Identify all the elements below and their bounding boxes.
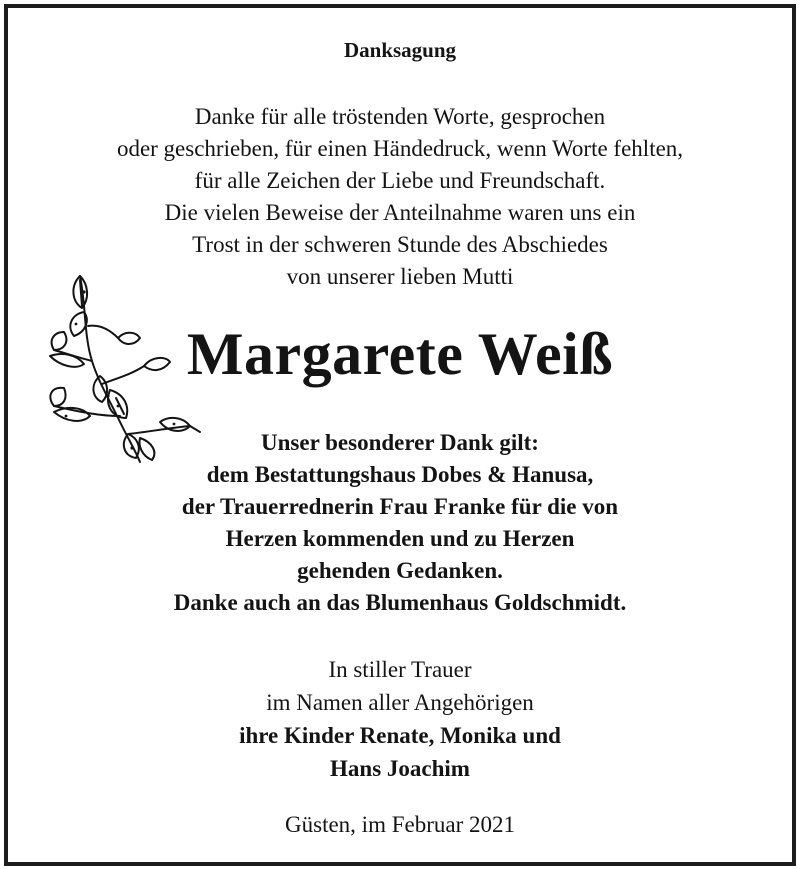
deceased-name: Margarete Weiß xyxy=(186,321,614,387)
obituary-frame xyxy=(4,4,796,866)
closing-line: im Namen aller Angehörigen xyxy=(266,690,534,715)
closing-text xyxy=(8,653,792,785)
intro-line: Trost in der schweren Stunde des Abschiedes xyxy=(192,232,608,257)
signers-line: Hans Joachim xyxy=(330,756,470,781)
signers-line: ihre Kinder Renate, Monika und xyxy=(239,723,561,748)
thanks-line: Herzen kommenden und zu Herzen xyxy=(225,526,575,551)
intro-line: oder geschrieben, für einen Händedruck, wenn Worte fehlten, xyxy=(116,136,684,161)
intro-line: für alle Zeichen der Liebe und Freundschaft. xyxy=(194,168,606,193)
intro-line: von unserer lieben Mutti xyxy=(286,264,514,289)
thanks-line: gehenden Gedanken. xyxy=(297,558,503,583)
thanks-line: der Trauerrednerin Frau Franke für die von xyxy=(181,494,619,519)
intro-line: Danke für alle tröstenden Worte, gesprochen xyxy=(194,104,606,129)
thanks-line: Danke auch an das Blumenhaus Goldschmidt. xyxy=(173,590,627,615)
intro-text xyxy=(8,101,792,293)
place-date: Güsten, im Februar 2021 xyxy=(285,812,515,837)
thanks-line: dem Bestattungshaus Dobes & Hanusa, xyxy=(206,462,594,487)
thanks-line: Unser besonderer Dank gilt: xyxy=(261,430,539,455)
heading: Danksagung xyxy=(343,38,457,62)
closing-line: In stiller Trauer xyxy=(328,657,472,682)
intro-line: Die vielen Beweise der Anteilnahme waren uns ein xyxy=(164,200,636,225)
thanks-text xyxy=(8,427,792,619)
